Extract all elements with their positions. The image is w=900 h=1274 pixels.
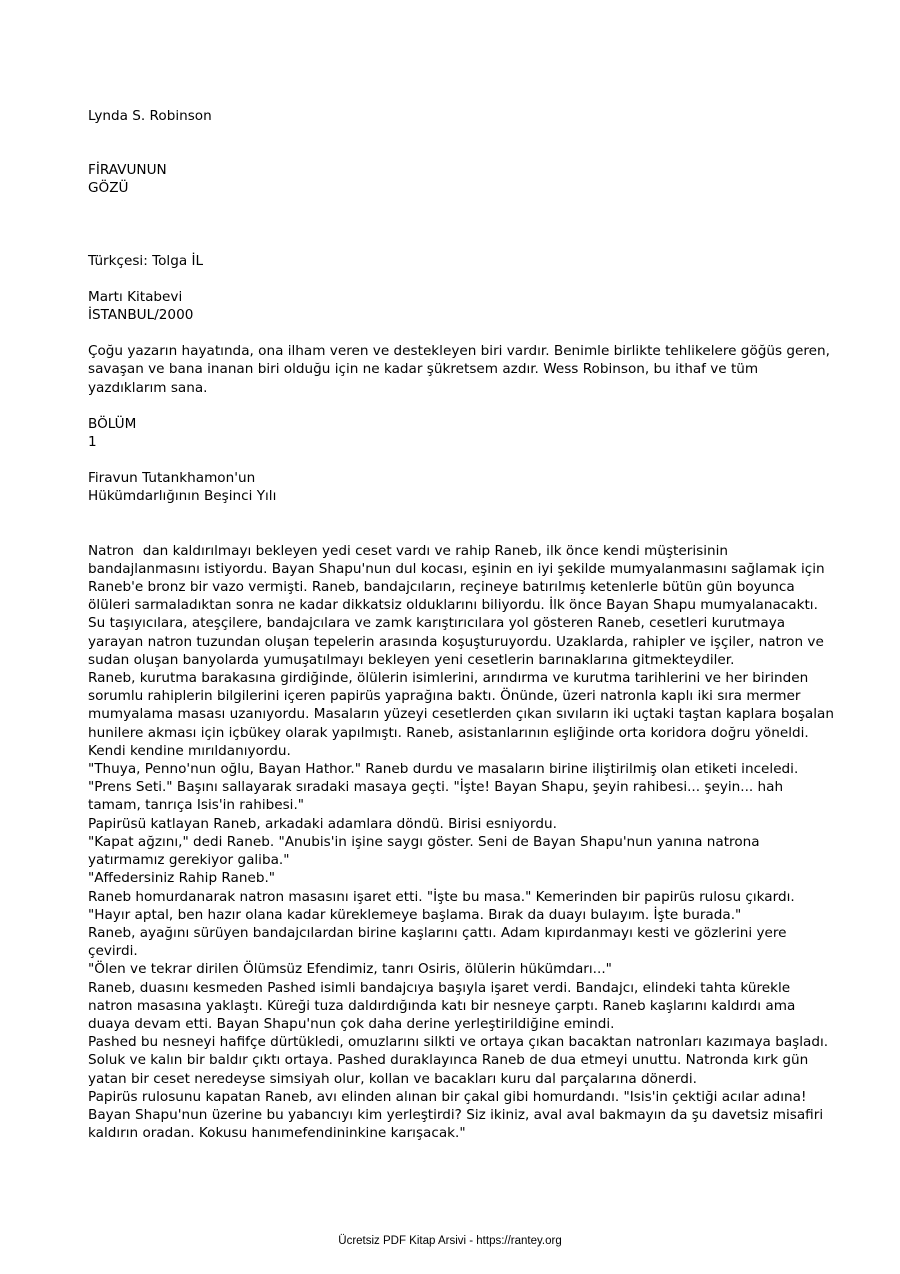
text-line: "Prens Seti." Başını sallayarak sıradaki masaya geçti. "İşte! Bayan Shapu, şeyin rahibesi... şeyin... hah (88, 779, 784, 796)
text-line: "Thuya, Penno'nun oğlu, Bayan Hathor." Raneb durdu ve masaların birine iliştirilmiş olan etiketi inceledi. (88, 761, 799, 778)
text-line: mumyalama masası uzanıyordu. Masaların yüzeyi cesetlerden çıkan sıvıların iki uçtaki taştan kaplara boşalan (88, 706, 834, 723)
text-line: ölüleri sarmaladıktan sonra ne kadar dikkatsiz olduklarını biliyordu. İlk önce Bayan Shapu mumyalanacaktı. (88, 597, 818, 614)
title-line: GÖZÜ (88, 180, 129, 197)
text-line: Papirüsü katlayan Raneb, arkadaki adamlara döndü. Birisi esniyordu. (88, 815, 557, 832)
translator-credit: Türkçesi: Tolga İL (88, 252, 204, 269)
chapter-heading (88, 415, 814, 451)
author-name: Lynda S. Robinson (88, 108, 212, 124)
chapter-subtitle (88, 469, 814, 505)
text-line: yatırmamız gerekiyor galiba." (88, 852, 290, 869)
text-line: Kendi kendine mırıldanıyordu. (88, 742, 291, 759)
dedication-line: yazdıklarım sana. (88, 379, 208, 396)
text-line: yarayan natron tuzundan oluşan tepelerin arasında koşuşturuyordu. Uzaklarda, rahipler ve işçiler, natron ve (88, 633, 824, 650)
text-line: "Hayır aptal, ben hazır olana kadar küreklemeye başlama. Bırak da duayı bulayım. İşte burada." (88, 906, 742, 923)
text-line: Soluk ve kalın bir baldır çıktı ortaya. Pashed duraklayınca Raneb de dua etmeyi unuttu. Natronda kırk gün (88, 1052, 809, 1069)
text-line: Raneb, duasını kesmeden Pashed isimli bandajcıya başıyla işaret verdi. Bandajcı, elindeki tahta kürekle (88, 979, 791, 996)
text-line: bandajlanmasını istiyordu. Bayan Shapu'nun dul kocası, eşinin en iyi şekilde mumyalanmasını sağlamak için (88, 560, 825, 577)
subtitle-line: Hükümdarlığının Beşinci Yılı (88, 488, 277, 505)
text-line: çevirdi. (88, 943, 138, 960)
text-line: Papirüs rulosunu kapatan Raneb, avı elinden alınan bir çakal gibi homurdandı. "Isis'in çektiği acılar adına! (88, 1088, 807, 1105)
text-line: duaya devam etti. Bayan Shapu'nun çok daha derine yerleştirildiğine emindi. (88, 1015, 615, 1032)
text-line: sorumlu rahiplerin bilgilerini içeren papirüs yaprağına baktı. Önünde, üzeri natronla kaplı iki sıra mermer (88, 688, 801, 705)
dedication-line: Çoğu yazarın hayatında, ona ilham veren ve destekleyen biri vardır. Benimle birlikte tehlikelere göğüs geren, (88, 343, 830, 360)
title-line: FİRAVUNUN (88, 162, 167, 179)
dedication (88, 342, 830, 397)
publisher-line: İSTANBUL/2000 (88, 307, 194, 324)
text-line: tamam, tanrıça Isis'in rahibesi." (88, 797, 305, 814)
chapter-text (88, 542, 834, 1143)
text-line: "Affedersiniz Rahip Raneb." (88, 870, 276, 887)
subtitle-line: Firavun Tutankhamon'un (88, 470, 256, 487)
text-line: "Kapat ağzını," dedi Raneb. "Anubis'in işine saygı göster. Seni de Bayan Shapu'nun yanına natrona (88, 833, 760, 850)
text-line: hunilere akması için içbükey olarak yapılmıştı. Raneb, asistanlarının eşliğinde orta koridora doğru yöneldi. (88, 724, 809, 741)
text-line: sudan oluşan banyolarda yumuşatılmayı bekleyen yeni cesetlerin barınaklarına gitmekteydiler. (88, 651, 735, 668)
publisher-info (88, 288, 814, 324)
text-line: Pashed bu nesneyi hafifçe dürtükledi, omuzlarını silkti ve ortaya çıkan bacaktan natronları kazımaya başladı. (88, 1034, 829, 1051)
text-line: Raneb homurdanarak natron masasını işaret etti. "İşte bu masa." Kemerinden bir papirüs rulosu çıkardı. (88, 888, 795, 905)
text-line: kaldırın oradan. Kokusu hanımefendininkine karışacak." (88, 1125, 466, 1142)
document-body (88, 107, 834, 1142)
text-line: Bayan Shapu'nun üzerine bu yabancıyı kim yerleştirdi? Siz ikiniz, aval aval bakmayın da şu davetsiz misafiri (88, 1106, 824, 1123)
text-line: natron masasına yaklaştı. Küreği tuza daldırdığında katı bir nesneye çarptı. Raneb kaşlarını kaldırdı ama (88, 997, 796, 1014)
book-title (88, 161, 814, 197)
text-line: Raneb, ayağını sürüyen bandajcılardan birine kaşlarını çattı. Adam kıpırdanmayı kesti ve gözlerini yere (88, 924, 787, 941)
dedication-line: savaşan ve bana inanan biri olduğu için ne kadar şükretsem azdır. Wess Robinson, bu ithaf ve tüm (88, 361, 759, 378)
text-line: yatan bir ceset neredeyse simsiyah olur, kollan ve bacakları kuru dal parçalarına dönerdi. (88, 1070, 697, 1087)
chapter-label: BÖLÜM (88, 415, 137, 432)
text-line: Natron dan kaldırılmayı bekleyen yedi ceset vardı ve rahip Raneb, ilk önce kendi müşterisinin (88, 542, 728, 559)
publisher-line: Martı Kitabevi (88, 288, 183, 305)
chapter-number: 1 (88, 434, 97, 451)
text-line: Raneb, kurutma barakasına girdiğinde, ölülerin isimlerini, arındırma ve kurutma tarihlerini ve her birinden (88, 670, 809, 687)
page-footer[interactable]: Ücretsiz PDF Kitap Arsivi - https://rantey.org (338, 1235, 562, 1247)
text-line: Raneb'e bronz bir vazo vermişti. Raneb, bandajcıların, reçineye batırılmış ketenlerle bütün gün boyunca (88, 579, 795, 596)
text-line: "Ölen ve tekrar dirilen Ölümsüz Efendimiz, tanrı Osiris, ölülerin hükümdarı..." (88, 961, 612, 978)
text-line: Su taşıyıcılara, ateşçilere, bandajcılara ve zamk karıştırıcılara yol gösteren Raneb, cesetleri kurutmaya (88, 615, 786, 632)
